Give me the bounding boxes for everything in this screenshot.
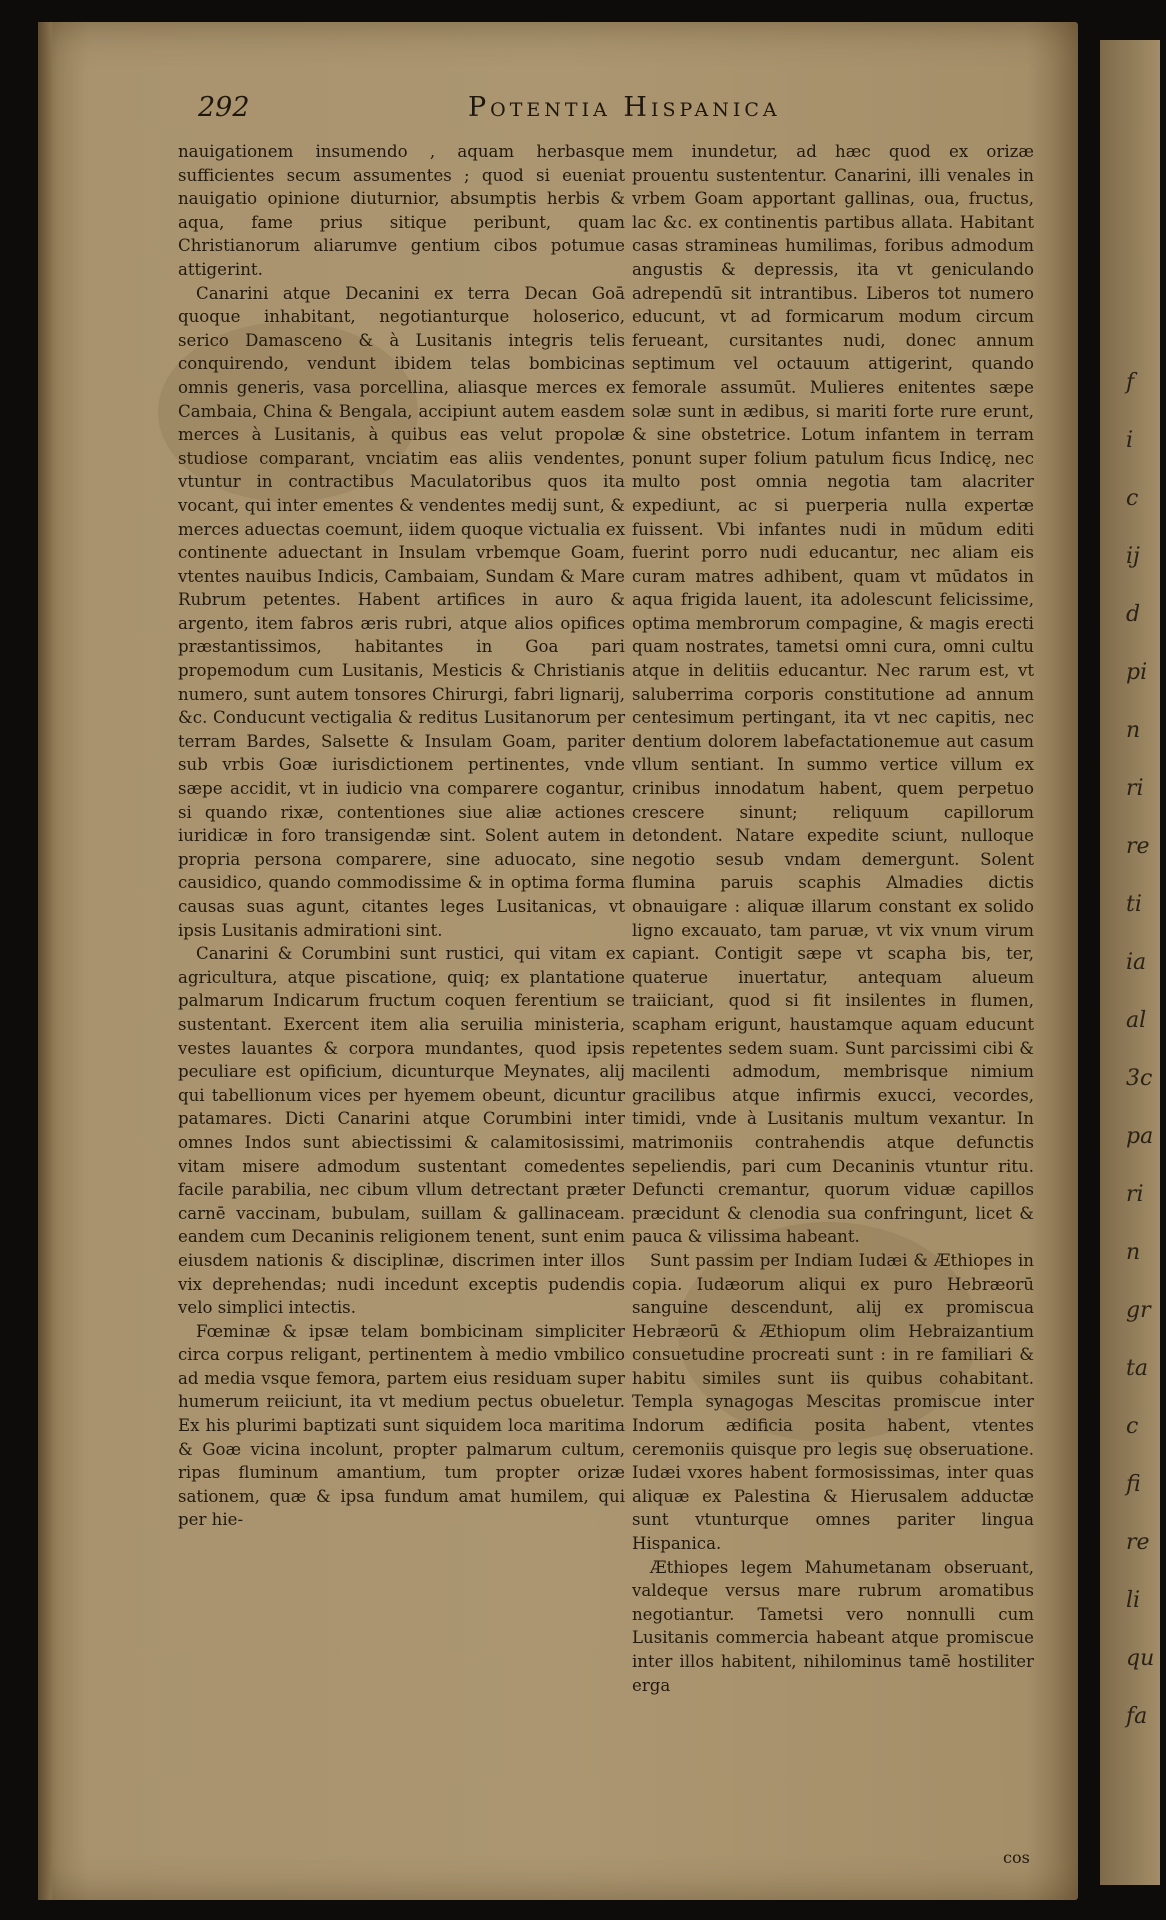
adjacent-page-fragment: re [1126,834,1150,859]
adjacent-page-fragment: i [1126,428,1134,453]
adjacent-page-fragment: pi [1126,660,1148,685]
adjacent-page-fragment: fi [1126,1472,1141,1497]
adjacent-page-fragment: n [1126,1240,1141,1265]
paragraph: Canarini & Corumbini sunt rustici, qui vitam ex agricultura, atque piscatione, quiq; ex plantatione palmarum Indicarum fructum coquen ferentium se sustentant. Exercent item alia seruilia ministeria, vestes lauantes & corpora mundantes, quod ipsis peculiare est opificium, dicunturque Meynates, alij qui tabellionum vices per hyemem obeunt, dicuntur patamares. Dicti Canarini atque Corumbini inter omnes Indos sunt abiectissimi & calamitosissimi, vitam misere admodum sustentant comedentes facile parabilia, nec cibum vllum detrectant præter carnē vaccinam, bubulam, suillam & gallinaceam. eandem cum Decaninis religionem tenent, sunt enim eiusdem nationis & disciplinæ, discrimen inter illos vix deprehendas; nudi incedunt exceptis pudendis velo simplici intectis. [178,944,625,1318]
adjacent-page-fragment: f [1126,370,1135,395]
adjacent-page-fragment: c [1126,486,1139,511]
adjacent-page-fragment: fa [1126,1704,1148,1729]
adjacent-page-fragment: n [1126,718,1141,743]
adjacent-page-fragment: al [1126,1008,1147,1033]
left-column [178,140,625,1532]
catchword: cos [1003,1848,1030,1867]
running-title: Potentia Hispanica [468,92,781,123]
adjacent-page-fragment: re [1126,1530,1150,1555]
page-header [198,88,808,128]
adjacent-page-fragment: ia [1126,950,1147,975]
adjacent-page-fragment: li [1126,1588,1141,1613]
paragraph: Fœminæ & ipsæ telam bombicinam simpliciter circa corpus religant, pertinentem à medio vmbilico ad media vsque femora, partem eius residuam super humerum reiiciunt, ita vt medium pectus obueletur. Ex his plurimi baptizati sunt siquidem loca maritima & Goæ vicina incolunt, propter palmarum cultum, ripas fluminum amantium, tum propter orizæ sationem, quæ & ipsa fundum amat humilem, qui per hie- [178,1321,625,1530]
adjacent-page-fragment: ti [1126,892,1142,917]
adjacent-page-fragment: d [1126,602,1141,627]
paragraph: Æthiopes legem Mahumetanam obseruant, valdeque versus mare rubrum aromatibus negotiantur. Tametsi vero nonnulli cum Lusitanis commercia habeant atque promiscue inter illos habitent, nihilominus tamē hostiliter erga [632,1557,1034,1695]
adjacent-page-edge [1100,40,1160,1885]
adjacent-page-fragment: pa [1126,1124,1154,1149]
right-column [632,140,1034,1697]
adjacent-page-fragment: ri [1126,1182,1144,1207]
page-gutter-edge [38,22,52,1900]
page-number: 292 [198,92,250,123]
adjacent-page-fragment: 3c [1126,1066,1153,1091]
paragraph: Sunt passim per Indiam Iudæi & Æthiopes in copia. Iudæorum aliqui ex puro Hebræorū sanguine descendunt, alij ex promiscua Hebræorū & Æthiopum olim Hebraizantium consuetudine procreati sunt : in re familiari & habitu similes sunt iis quibus cohabitant. Templa synagogas Mescitas promiscue inter Indorum ædificia posita habent, vtentes ceremoniis quisque pro legis suę obseruatione. Iudæi vxores habent formosissimas, inter quas aliquæ ex Palestina & Hierusalem adductæ sunt vtunturque omnes pariter lingua Hispanica. [632,1250,1034,1554]
adjacent-page-fragment: gr [1126,1298,1151,1323]
adjacent-page-fragment: ta [1126,1356,1148,1381]
adjacent-page-fragment: c [1126,1414,1139,1439]
adjacent-page-fragment: ij [1126,544,1140,569]
adjacent-page-fragment: qu [1126,1646,1155,1671]
paragraph: Canarini atque Decanini ex terra Decan Goā quoque inhabitant, negotianturque holoserico, serico Damasceno & à Lusitanis integris telis conquirendo, vendunt ibidem telas bombicinas omnis generis, vasa porcellina, aliasque merces ex Cambaia, China & Bengala, accipiunt autem easdem merces à Lusitanis, à quibus eas velut propolæ studiose comparant, vnciatim eas aliis vendentes, vtuntur in contractibus Maculatoribus quos ita vocant, qui inter ementes & vendentes medij sunt, & merces aduectas coemunt, iidem quoque victualia ex continente aduectant in Insulam vrbemque Goam, vtentes nauibus Indicis, Cambaiam, Sundam & Mare Rubrum petentes. Habent artifices in auro & argento, item fabros æris rubri, atque alios opifices præstantissimos, habitantes in Goa pari propemodum cum Lusitanis, Mesticis & Christianis numero, sunt autem tonsores Chirurgi, fabri lignarij, &c. Conducunt vectigalia & reditus Lusitanorum per terram Bardes, Salsette & Insulam Goam, pariter sub vrbis Goæ iurisdictionem pertinentes, vnde sæpe accidit, vt in iudicio vna comparere cogantur, si quando rixæ, contentiones siue aliæ actiones iuridicæ in foro transigendæ sint. Solent autem in propria persona comparere, sine aduocato, sine causidico, quando commodissime & in optima forma causas suas agunt, citantes leges Lusitanicas, vt ipsis Lusitanis admirationi sint. [178,283,625,940]
paragraph: mem inundetur, ad hæc quod ex orizæ prouentu sustententur. Canarini, illi venales in vrbem Goam apportant gallinas, oua, fructus, lac &c. ex continentis partibus allata. Habitant casas stramineas humilimas, foribus admodum angustis & depressis, ita vt geniculando adrependū sit intrantibus. Liberos tot numero educunt, vt ad formicarum modum circum ferueant, cursitantes nudi, donec annum septimum vel octauum attigerint, quando femorale assumūt. Mulieres enitentes sæpe solæ sunt in ædibus, si mariti forte rure erunt, & sine obstetrice. Lotum infantem in terram ponunt super folium patulum ficus Indicę, nec multo post omnia negotia tam alacriter expediunt, ac si puerperia nulla expertæ fuissent. Vbi infantes nudi in mūdum editi fuerint porro nudi educantur, nec aliam eis curam matres adhibent, quam vt mūdatos in aqua frigida lauent, ita adolescunt felicissime, optima membrorum compagine, & magis erecti quam nostrates, tametsi omni cura, omni cultu atque in delitiis educantur. Nec rarum est, vt saluberrima corporis constitutione ad annum centesimum pertingant, ita vt nec capitis, nec dentium dolorem labefactationemue aut casum vllum sentiant. In summo vertice villum ex crinibus innodatum habent, quem perpetuo crescere sinunt; reliquum capillorum detondent. Natare expedite sciunt, nulloque negotio sesub vndam demergunt. Solent flumina paruis scaphis Almadies dictis obnauigare : aliquæ illarum constant ex solido ligno excauato, tam paruæ, vt vix vnum virum capiant. Contigit sæpe vt scapha bis, ter, quaterue inuertatur, antequam alueum traiiciant, quod si fit insilentes in flumen, scapham erigunt, haustamque aquam educunt repetentes sedem suam. Sunt parcissimi cibi & macilenti admodum, membrisque nimium gracilibus atque infirmis exucci, vecordes, timidi, vnde à Lusitanis multum vexantur. In matrimoniis contrahendis atque defunctis sepeliendis, pari cum Decaninis vtuntur ritu. Defuncti cremantur, quorum viduæ capillos præcidunt & clenodia sua confringunt, licet & pauca & vilissima habeant. [632,142,1034,1247]
adjacent-page-fragment: ri [1126,776,1144,801]
paragraph: nauigationem insumendo , aquam herbasque sufficientes secum assumentes ; quod si eueniat nauigatio opinione diuturnior, absumptis herbis & aqua, fame prius sitique peribunt, quam Christianorum aliarumve gentium cibos potumue attigerint. [178,142,625,279]
